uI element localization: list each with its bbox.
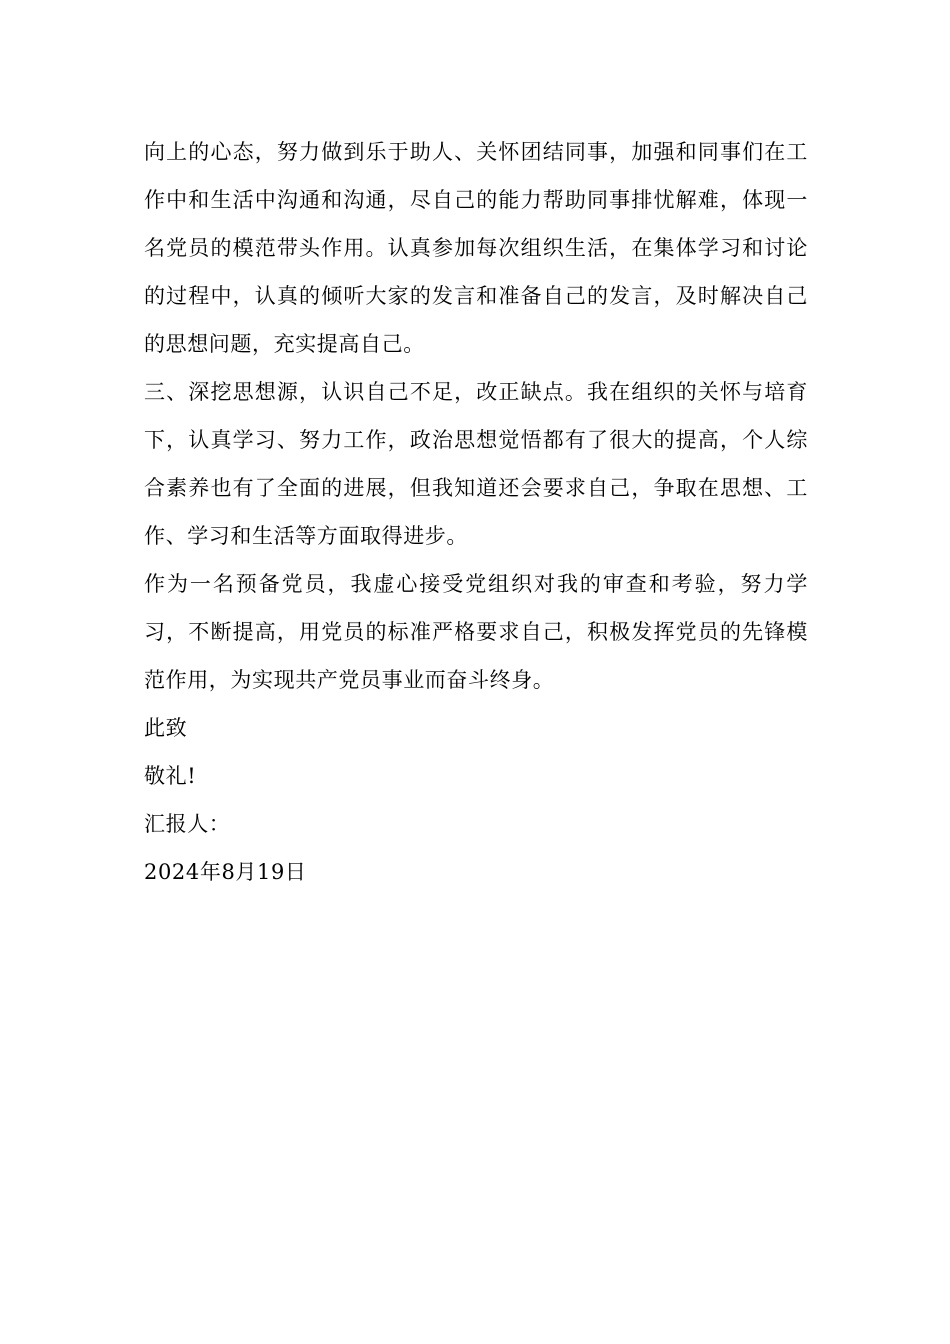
closing-phrase: 此致 — [144, 716, 188, 740]
salutation: 敬礼! — [144, 764, 197, 788]
body-paragraph-1: 向上的心态，努力做到乐于助人、关怀团结同事，加强和同事们在工作中和生活中沟通和沟通，尽自己的能力帮助同事排忧解难，体现一名党员的模范带头作用。认真参加每次组织生活，在集体学习和讨论的过程中，认真的倾听大家的发言和准备自己的发言，及时解决自己的思想问题，充实提高自己。 — [144, 140, 808, 356]
body-paragraph-2: 三、深挖思想源，认识自己不足，改正缺点。我在组织的关怀与培育下，认真学习、努力工作，政治思想觉悟都有了很大的提高，个人综合素养也有了全面的进展，但我知道还会要求自己，争取在思想、工作、学习和生活等方面取得进步。 — [144, 380, 808, 548]
report-date: 2024年8月19日 — [144, 860, 307, 884]
reporter-label: 汇报人： — [144, 812, 231, 836]
body-paragraph-3: 作为一名预备党员，我虚心接受党组织对我的审查和考验，努力学习，不断提高，用党员的标准严格要求自己，积极发挥党员的先锋模范作用，为实现共产党员事业而奋斗终身。 — [144, 572, 808, 692]
document-body — [144, 128, 808, 896]
